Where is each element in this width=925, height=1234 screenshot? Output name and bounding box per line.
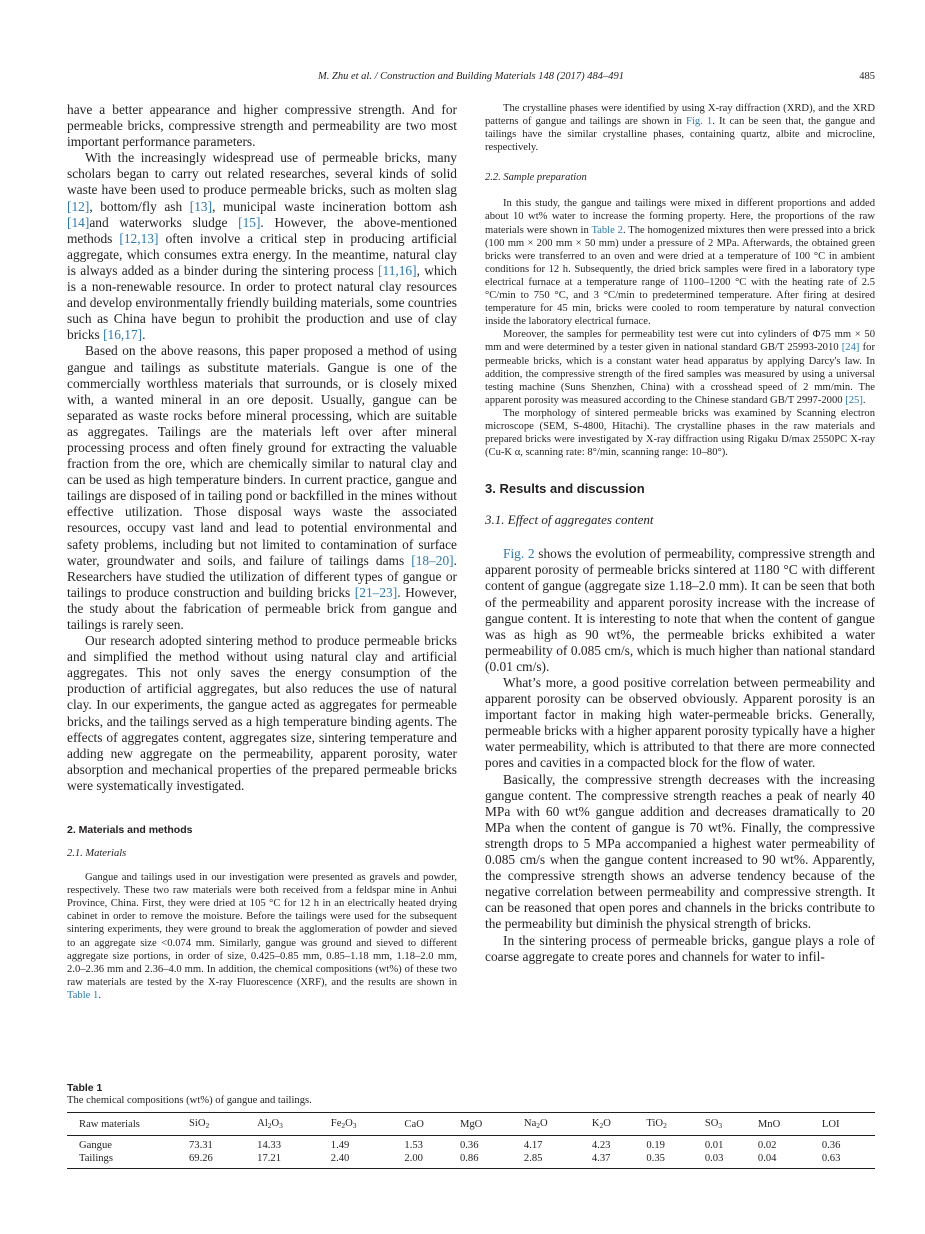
- header-text: TiO: [646, 1118, 664, 1129]
- paragraph: In the sintering process of permeable bricks, gangue plays a role of coarse aggregate to create pores and channels for water to infil-: [485, 932, 875, 964]
- table-cell: 2.85: [523, 1153, 543, 1164]
- subscript: 3: [352, 1121, 357, 1130]
- text-run: . It can be seen that, the gangue and tailings have the similar crystalline phases, containing quartz, albite and microcline, respectively.: [485, 116, 876, 154]
- header-text: Raw materials: [79, 1118, 140, 1130]
- table-header-cell: [524, 1113, 592, 1136]
- table-header-cell: [592, 1113, 647, 1136]
- header-text: MnO: [757, 1118, 781, 1130]
- paragraph: [485, 328, 875, 407]
- text-run: .: [862, 394, 866, 406]
- table-cell: 0.19: [646, 1140, 665, 1151]
- citation-link[interactable]: [14]: [67, 214, 90, 230]
- table-cell: 4.37: [591, 1153, 611, 1164]
- header-text: O: [345, 1118, 353, 1129]
- header-text: Na: [523, 1118, 537, 1129]
- table-link[interactable]: Table 2: [591, 224, 623, 236]
- table-cell: 0.86: [459, 1153, 479, 1164]
- table-cell: 0.03: [704, 1153, 724, 1164]
- section-heading: 2. Materials and methods: [67, 824, 193, 837]
- citation-link[interactable]: [18–20]: [411, 552, 454, 568]
- text-run: .: [142, 327, 146, 343]
- header-text: CaO: [404, 1118, 424, 1130]
- table-cell: 1.49: [330, 1140, 350, 1151]
- text-run: for permeable bricks, which is a constant water head apparatus by applying Darcy's law. In addition, the compressive strength of the fired samples was measured by using a universal testing machine (Suns Shenzhen, China) with a crosshead speed of 2 mm/min. The apparent porosity was measured according to the Chinese standard GB/T 2997-2000: [485, 342, 875, 406]
- table-row: [67, 1136, 875, 1153]
- table-header-cell: [460, 1113, 524, 1136]
- table-row: [67, 1152, 875, 1169]
- text-run: In this study, the gangue and tailings were mixed in different proportions and added about 10 wt% water to increase the forming property. Here, the proportions of the raw materials were shown in: [485, 198, 875, 236]
- subsection-heading: 2.2. Sample preparation: [485, 172, 587, 184]
- subscript: 2: [341, 1121, 346, 1130]
- running-title: M. Zhu et al. / Construction and Building Materials 148 (2017) 484–491: [318, 71, 624, 82]
- row-label-cell: Tailings: [79, 1153, 113, 1164]
- table-link[interactable]: Table 1: [67, 989, 99, 1001]
- subscript: 2: [599, 1121, 604, 1130]
- header-text: Fe: [330, 1118, 342, 1129]
- table-label: Table 1: [67, 1082, 103, 1094]
- text-run: Based on the above reasons, this paper proposed a method of using gangue and tailings as substitute materials. Gangue is one of the commercially worthless materials that surrounds, or is closely mixed with, a wanted mineral in an ore deposit. Usually, gangue can be separated as waste rocks before mineral processing, which are suitable as aggregates. Tailings are the materials left over after mineral processing process and often finely ground for extracting the valuable fraction from the ore, which are chemically similar to natural clay and can be used as high temperature binders. In current practice, gangue and tailings are disposed of in tailing pond or backfilled in the mines without effective utilization. Those disposal ways waste the associated resources, occupy vast land and lead to potential environmental and safety problems, including but not limited to contamination of surface water, groundwater and soils, and failure of tailings dams: [67, 343, 457, 568]
- header-text: MgO: [459, 1118, 483, 1130]
- paragraph: [485, 102, 875, 154]
- table-cell: 0.35: [646, 1153, 665, 1164]
- text-run: Gangue and tailings used in our investigation were presented as gravels and powder, respectively. These two raw materials were both received from a feldspar mine in Anhui Province, China. First, they were dried at 105 °C for 12 h in an electrically heated drying cabinet in order to remove the moisture. Before the tailings were used for the subsequent sintering experiments, they were ground to break the agglomeration of powder and sieved to an aggregate size <0.074 mm. Similarly, gangue was ground and sieved to different aggregate size portions, in order of size, 0.425–0.85 mm, 0.85–1.18 mm, 1.18–2.0 mm, 2.0–2.36 mm and 2.36–4.0 mm. In addition, the chemical compositions (wt%) of these two raw materials are tested by the X-ray Fluorescence (XRF), and the results are shown in: [67, 872, 457, 988]
- table-cell: 73.31: [189, 1140, 213, 1151]
- table-cell: 0.04: [757, 1153, 777, 1164]
- text-run: The crystalline phases were identified by using X-ray diffraction (XRD), and the XRD patterns of gangue and tailings are shown in: [485, 103, 875, 128]
- table-header-cell: [758, 1113, 822, 1136]
- table-cell: 2.40: [330, 1153, 350, 1164]
- header-text: SiO: [189, 1118, 206, 1129]
- table-header-cell: [331, 1113, 405, 1136]
- subsection-heading: 3.1. Effect of aggregates content: [485, 512, 654, 528]
- table-1: [67, 1082, 875, 1169]
- table-cell: 17.21: [257, 1153, 282, 1164]
- paragraph: What’s more, a good positive correlation between permeability and apparent porosity can be observed obviously. Apparent porosity is an important factor in making high water-permeable bricks. Generally, permeable bricks with a higher apparent porosity typically have a higher water permeability, which is attributed to that there are more connected pores and cavities in a compacted block for the flow of water.: [485, 675, 875, 771]
- subscript: 2: [536, 1121, 541, 1130]
- text-run: shows the evolution of permeability, compressive strength and apparent porosity of permeable bricks sintered at 1180 °C with different content of gangue (aggregate size 1.18–2.0 mm). It can be seen that both of the permeability and apparent porosity increase with the increase of gangue content. It is interesting to note that when the content of gangue was as high as 90 wt%, the permeable bricks exhibited a water permeability of 0.085 cm/s, which is much higher than national standard (0.01 cm/s).: [485, 546, 875, 674]
- text-run: . Researchers have studied the utilization of different types of gangue or tailings to produce construction and building bricks: [67, 552, 457, 600]
- table-cell: 0.63: [821, 1153, 841, 1164]
- table-header-row: [67, 1113, 875, 1136]
- table-cell: 4.17: [523, 1140, 543, 1151]
- text-run: , municipal waste incineration bottom ash: [212, 198, 458, 214]
- table-header-cell: [67, 1113, 189, 1136]
- table-header-cell: [189, 1113, 257, 1136]
- subsection-heading: 2.1. Materials: [67, 848, 127, 860]
- paragraph: [67, 150, 457, 343]
- header-text: LOI: [821, 1118, 840, 1130]
- running-header: [67, 71, 875, 87]
- paragraph: [485, 546, 875, 675]
- paragraph: [67, 343, 457, 633]
- table-header-cell: [404, 1113, 460, 1136]
- text-run: , which is a non-renewable resource. In order to protect natural clay resources and develop environmentally friendly building materials, some countries such as China have begun to prohibit the production and use of clay bricks: [67, 262, 457, 343]
- text-run: and waterworks sludge: [89, 214, 239, 230]
- figure-link[interactable]: Fig. 2: [503, 546, 535, 562]
- table-caption: The chemical compositions (wt%) of gangue and tailings.: [67, 1095, 312, 1106]
- citation-link[interactable]: [12,13]: [119, 230, 159, 246]
- subscript: 2: [663, 1121, 667, 1130]
- citation-link[interactable]: [12]: [67, 198, 90, 214]
- figure-link[interactable]: Fig. 1: [686, 116, 713, 128]
- header-text: O: [271, 1118, 280, 1129]
- table-cell: 2.00: [404, 1153, 423, 1164]
- text-run: Moreover, the samples for permeability test were cut into cylinders of Φ75 mm × 50 mm and were determined by a tester given in national standard GB/T 25993-2010: [485, 329, 875, 354]
- left-column: [67, 102, 457, 1002]
- citation-link[interactable]: [21–23]: [354, 584, 398, 600]
- right-column: [485, 102, 875, 965]
- text-run: often involve a critical step in producing artificial aggregate, which consumes extra energy. In the meantime, natural clay is always added as a binder during the sintering process: [67, 230, 457, 278]
- table-cell: 14.33: [257, 1140, 282, 1151]
- citation-link[interactable]: [24]: [841, 342, 860, 354]
- section-heading: 3. Results and discussion: [485, 481, 645, 497]
- paragraph: Our research adopted sintering method to produce permeable bricks and simplified the method without using natural clay and artificial aggregates. This not only saves the energy consumption of the production of artificial aggregates, but also reduces the use of natural clay. In our experiments, the gangue acted as aggregates for permeable bricks, and the tailings served as a high temperature binding agents. The effects of aggregates content, aggregates size, sintering temperature and adding new aggregate on the permeability, apparent porosity, water absorption and mechanical properties of the prepared permeable bricks were systematically investigated.: [67, 633, 457, 793]
- citation-link[interactable]: [25]: [845, 394, 863, 406]
- text-run: . However, the study about the fabrication of permeable brick from gangue and tailings is rarely seen.: [67, 584, 457, 632]
- citation-link[interactable]: [16,17]: [103, 327, 143, 343]
- subscript: 2: [205, 1121, 210, 1130]
- text-run: .: [98, 989, 101, 1001]
- composition-table: [67, 1112, 875, 1169]
- table-cell: 69.26: [189, 1153, 213, 1164]
- header-text: O: [540, 1118, 548, 1129]
- header-text: O: [603, 1118, 611, 1129]
- paragraph: Basically, the compressive strength decreases with the increasing gangue content. The compressive strength reaches a peak of nearly 40 MPa with 60 wt% gangue addition and decreases dramatically to 20 MPa when the content of gangue is 70 wt%. Finally, the compressive strength drops to 5 MPa accompanied a highest water permeability of 0.085 cm/s when the gangue content increased to 90 wt%. Apparently, the compressive strength shows an adverse tendency because of the negative correlation between permeability and compressive strength. It can be reasoned that open pores and channels in the bricks contribute to the permeability but diminish the physical strength of bricks.: [485, 771, 875, 932]
- header-text: K: [591, 1118, 600, 1129]
- citation-link[interactable]: [11,16]: [378, 262, 417, 278]
- text-run: With the increasingly widespread use of permeable bricks, many scholars began to carry out related researches, several kinds of solid waste have been used to produce permeable bricks, such as molten slag: [67, 150, 457, 198]
- table-cell: 0.36: [821, 1140, 841, 1151]
- paragraph: [485, 197, 875, 328]
- text-run: . The homogenized mixtures then were pressed into a brick (100 mm × 200 mm × 50 mm) under a pressure of 2 MPa. Afterwards, the obtained green bricks were transferred to an oven and were dried at a temperature of 100 °C in ambient conditions for 12 h. Subsequently, the dried brick samples were fired in a laboratory type electrical furnace at a temperature range of 1100–1200 °C with the heating rate of 2.5 °C/min to 750 °C, and 3 °C/min to predetermined temperature. After firing at desired temperature for 45 min, bricks were cooled to room temperature by natural convection inside the laboratory electrical furnace.: [485, 224, 875, 328]
- table-header-cell: [646, 1113, 704, 1136]
- table-cell: 0.36: [459, 1140, 479, 1151]
- subscript: 2: [267, 1121, 272, 1130]
- paragraph: have a better appearance and higher compressive strength. And for permeable bricks, compressive strength and permeability are two most important performance parameters.: [67, 102, 457, 150]
- subscript: 3: [718, 1121, 723, 1130]
- paragraph: The morphology of sintered permeable bricks was examined by Scanning electron microscope (SEM, S-4800, Hitachi). The crystalline phases in the raw materials and prepared bricks were investigated by X-ray diffraction using Rigaku D/max 2550PC X-ray (Cu-K α, scanning rate: 8°/min, scanning range: 10–80°).: [485, 407, 875, 459]
- header-text: Al: [257, 1118, 268, 1129]
- table-cell: 4.23: [591, 1140, 611, 1151]
- paragraph: [67, 871, 457, 1002]
- citation-link[interactable]: [15]: [238, 214, 261, 230]
- row-label-cell: Gangue: [79, 1140, 112, 1151]
- table-header-cell: [705, 1113, 758, 1136]
- table-cell: 0.01: [704, 1140, 724, 1151]
- text-run: . However, the above-mentioned methods: [67, 214, 457, 246]
- page-number: 485: [859, 71, 875, 82]
- text-run: , bottom/fly ash: [89, 198, 190, 214]
- table-header-cell: [257, 1113, 331, 1136]
- citation-link[interactable]: [13]: [189, 198, 213, 214]
- subscript: 3: [279, 1121, 283, 1130]
- header-text: SO: [704, 1118, 719, 1129]
- table-body: [67, 1136, 875, 1169]
- table-cell: 0.02: [757, 1140, 777, 1151]
- table-header-cell: [822, 1113, 875, 1136]
- table-cell: 1.53: [404, 1140, 423, 1151]
